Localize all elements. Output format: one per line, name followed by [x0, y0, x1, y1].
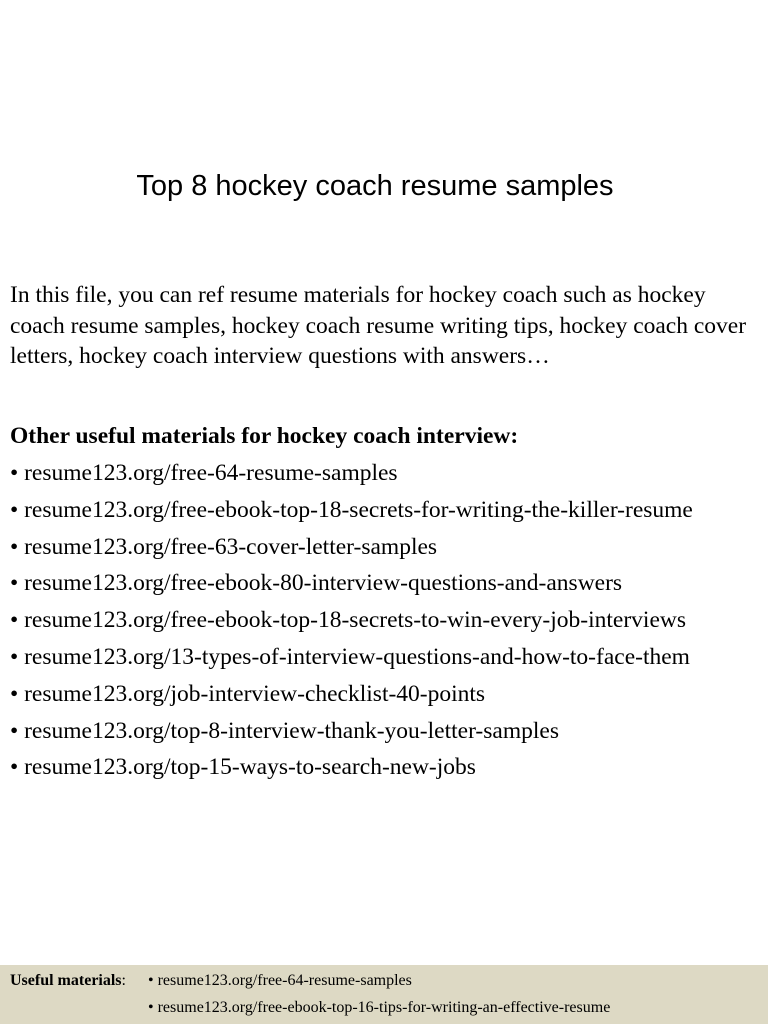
footer-link[interactable]: • resume123.org/free-ebook-top-16-tips-for-writing-an-effective-resume: [148, 999, 611, 1016]
link-item[interactable]: • resume123.org/free-64-resume-samples: [10, 460, 398, 486]
footer-label: Useful materials:: [10, 972, 126, 989]
link-item[interactable]: • resume123.org/free-63-cover-letter-samples: [10, 533, 438, 560]
footer-bar: [0, 965, 768, 1024]
link-item[interactable]: • resume123.org/13-types-of-interview-questions-and-how-to-face-them: [10, 643, 690, 670]
link-item[interactable]: • resume123.org/top-8-interview-thank-you-letter-samples: [10, 717, 559, 744]
intro-paragraph: In this file, you can ref resume materials for hockey coach such as hockey coach resume samples, hockey coach resume writing tips, hockey coach cover letters, hockey coach interview questions with answers…: [10, 282, 747, 369]
page-title: Top 8 hockey coach resume samples: [136, 170, 614, 202]
link-item[interactable]: • resume123.org/job-interview-checklist-40-points: [10, 680, 486, 707]
link-item[interactable]: • resume123.org/free-ebook-80-interview-questions-and-answers: [10, 570, 623, 597]
footer-link[interactable]: • resume123.org/free-64-resume-samples: [148, 972, 412, 989]
materials-list: [10, 458, 693, 789]
materials-heading: Other useful materials for hockey coach interview:: [10, 423, 519, 449]
link-item[interactable]: • resume123.org/free-ebook-top-18-secrets-to-win-every-job-interviews: [10, 607, 686, 634]
link-item[interactable]: • resume123.org/top-15-ways-to-search-new-jobs: [10, 754, 476, 781]
link-item[interactable]: • resume123.org/free-ebook-top-18-secrets-for-writing-the-killer-resume: [10, 496, 693, 523]
